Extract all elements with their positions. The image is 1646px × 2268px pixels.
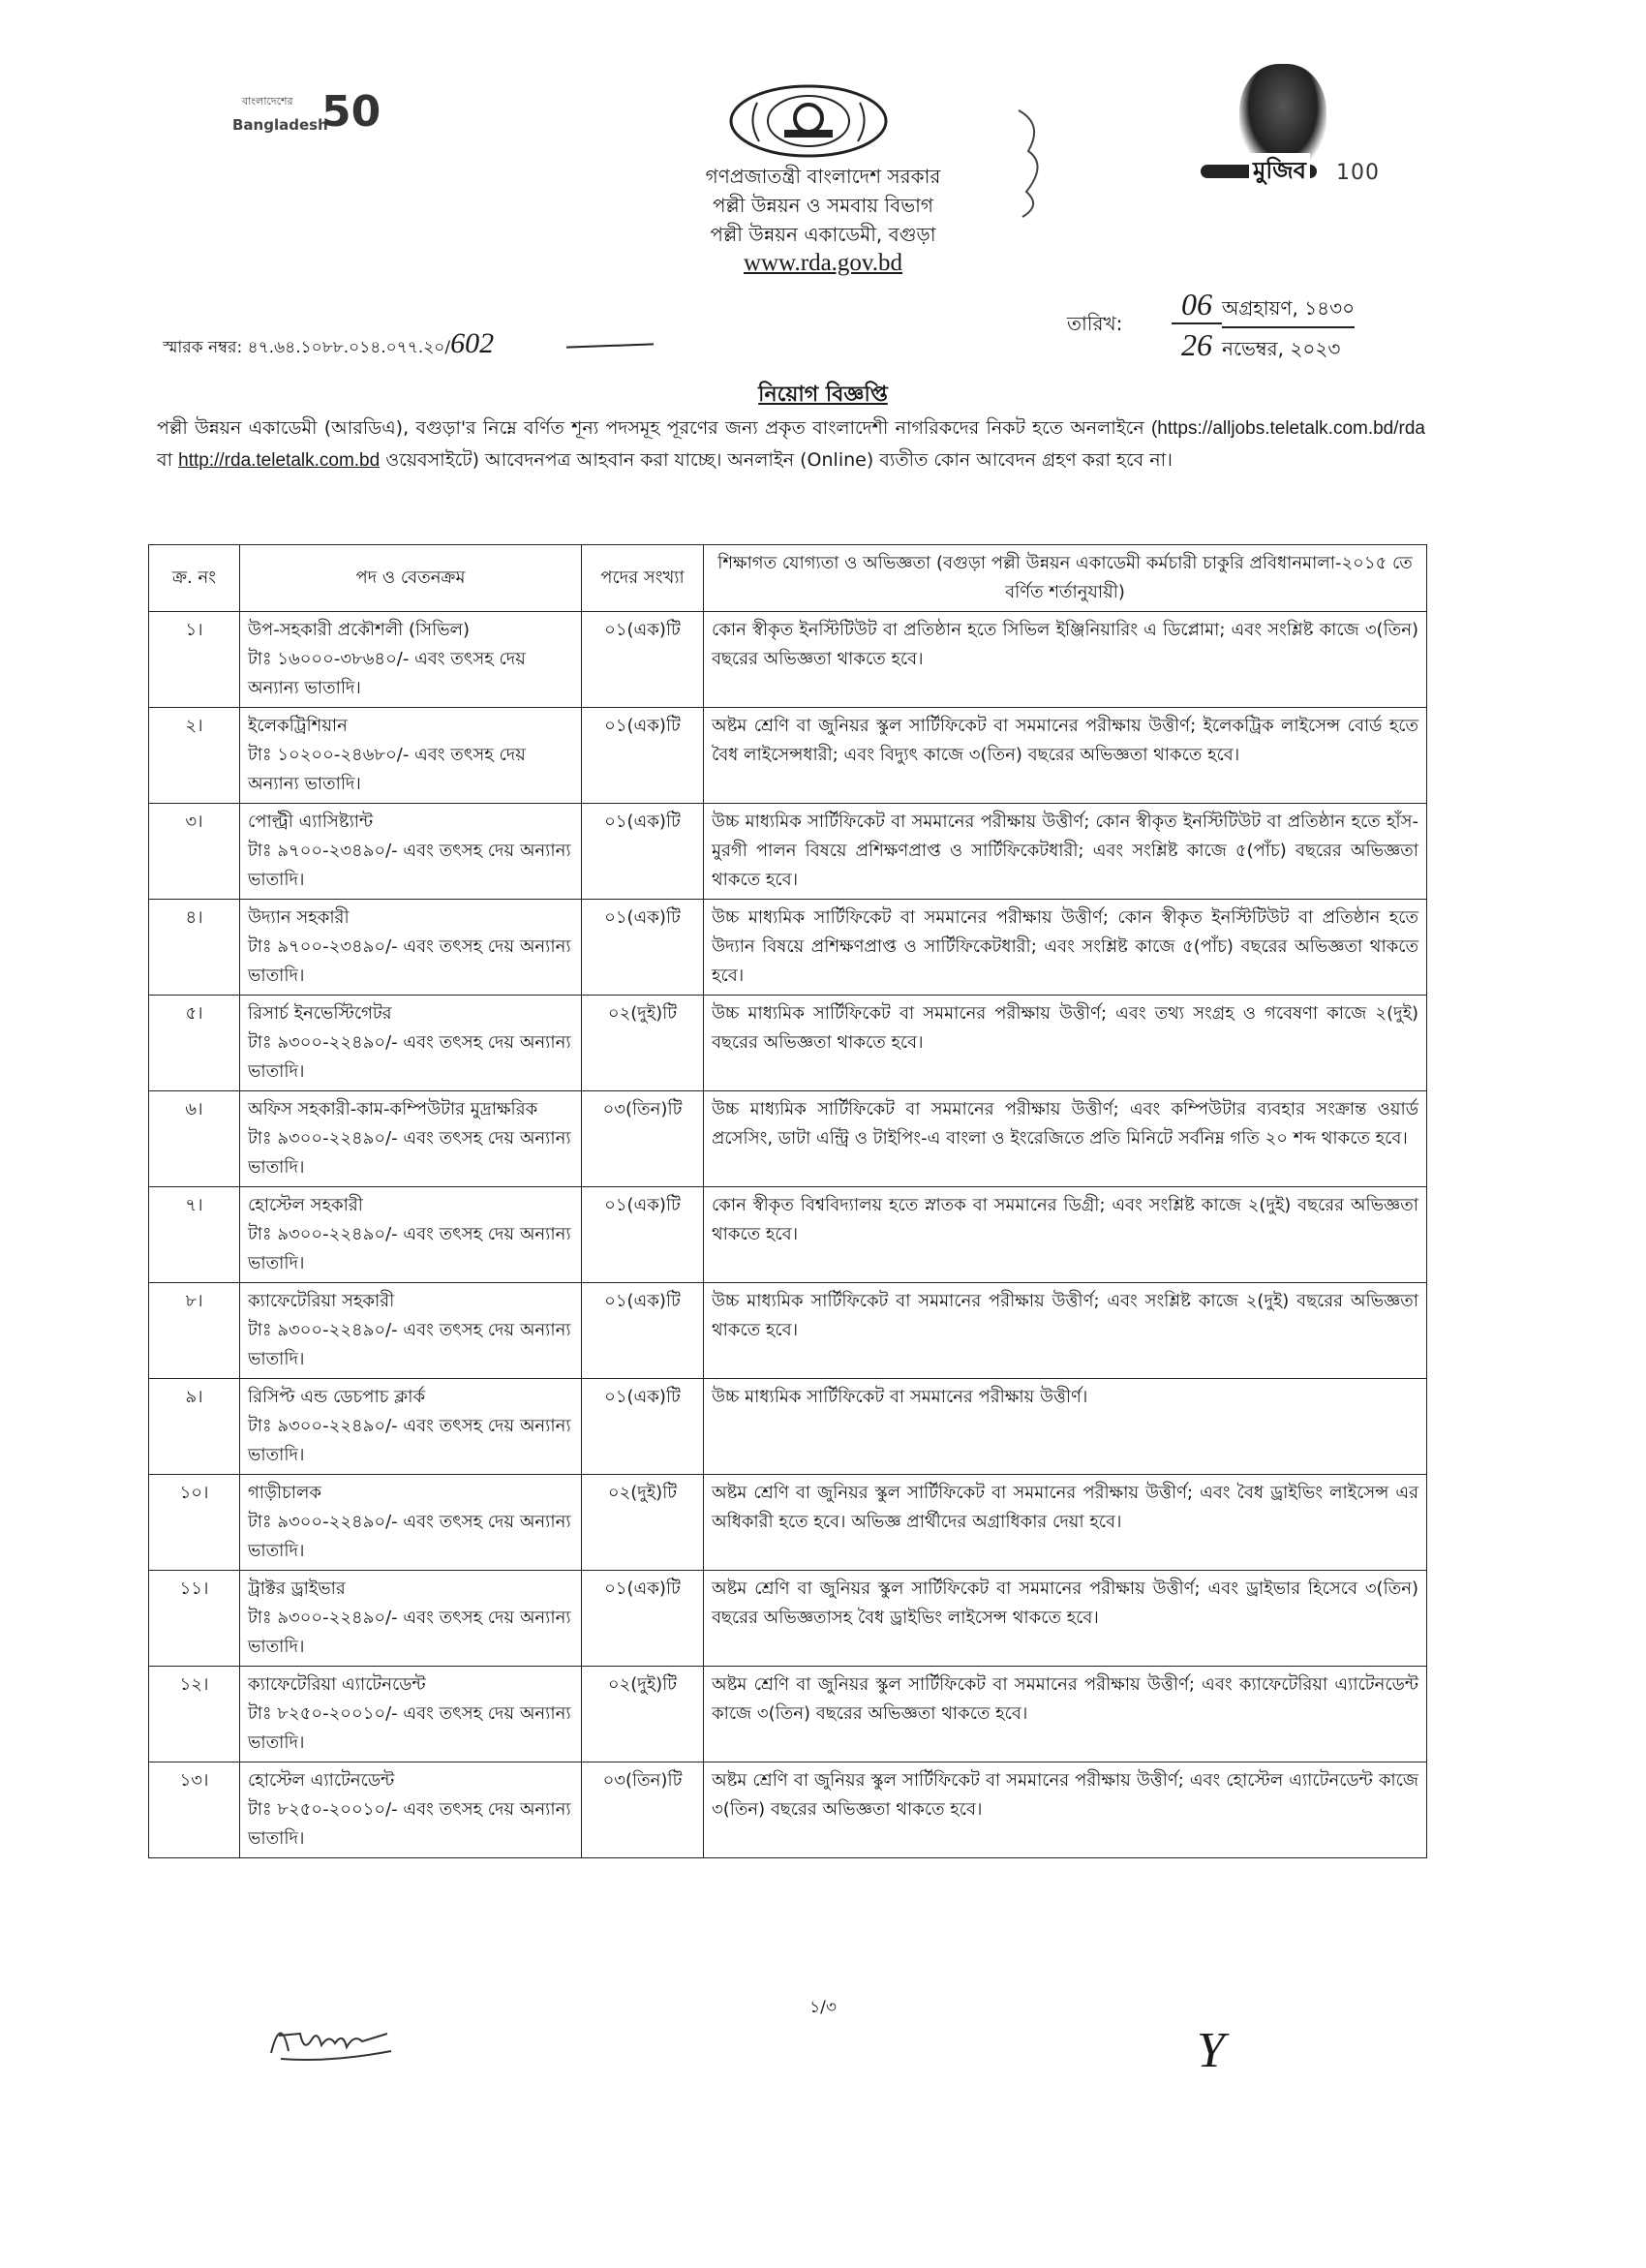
pay-scale: টাঃ ৯৩০০-২২৪৯০/- এবং তৎসহ দেয় অন্যান্য ভাতাদি। bbox=[248, 1224, 571, 1273]
date-label: তারিখ: bbox=[1067, 312, 1123, 335]
cell-count: ০১(এক)টি bbox=[582, 804, 704, 900]
col-header-post: পদ ও বেতনক্রম bbox=[240, 545, 582, 612]
date-day-handwritten: 06 bbox=[1172, 287, 1222, 324]
cell-sl: ৩। bbox=[149, 804, 240, 900]
pay-scale: টাঃ ৯৩০০-২২৪৯০/- এবং তৎসহ দেয় অন্যান্য ভাতাদি। bbox=[248, 1032, 571, 1082]
post-title: অফিস সহকারী-কাম-কম্পিউটার মুদ্রাক্ষরিক bbox=[248, 1099, 538, 1119]
cell-post bbox=[240, 1571, 582, 1667]
table-row bbox=[149, 708, 1427, 804]
table-row bbox=[149, 1475, 1427, 1571]
cell-qualification: উচ্চ মাধ্যমিক সার্টিফিকেট বা সমমানের পরীক্ষায় উত্তীর্ণ; এবং সংশ্লিষ্ট কাজে ২(দুই) বছরের অভিজ্ঞতা থাকতে হবে। bbox=[704, 1283, 1427, 1379]
logo-number: 100 bbox=[1336, 161, 1380, 185]
table-row bbox=[149, 1283, 1427, 1379]
post-title: ট্রাক্টর ড্রাইভার bbox=[248, 1578, 346, 1599]
post-title: গাড়ীচালক bbox=[248, 1483, 321, 1503]
table-row bbox=[149, 900, 1427, 996]
table-row bbox=[149, 1667, 1427, 1762]
table-row bbox=[149, 996, 1427, 1091]
table-row bbox=[149, 1379, 1427, 1475]
cell-post bbox=[240, 708, 582, 804]
cell-count: ০১(এক)টি bbox=[582, 1379, 704, 1475]
header-govt: গণপ্রজাতন্ত্রী বাংলাদেশ সরকার bbox=[705, 165, 941, 188]
cell-qualification: উচ্চ মাধ্যমিক সার্টিফিকেট বা সমমানের পরীক্ষায় উত্তীর্ণ; এবং তথ্য সংগ্রহ ও গবেষণা কাজে ২(দুই) বছরের অভিজ্ঞতা থাকতে হবে। bbox=[704, 996, 1427, 1091]
table-row bbox=[149, 1091, 1427, 1187]
bangladesh-50-logo bbox=[232, 87, 381, 165]
date-month-bangla: অগ্রহায়ণ, ১৪৩০ bbox=[1222, 294, 1355, 328]
rda-seal-logo bbox=[728, 83, 893, 163]
table-row bbox=[149, 1571, 1427, 1667]
cell-sl: ১০। bbox=[149, 1475, 240, 1571]
cell-count: ০১(এক)টি bbox=[582, 1187, 704, 1283]
cell-sl: ১৩। bbox=[149, 1762, 240, 1858]
page-number: ১/৩ bbox=[809, 1998, 837, 2017]
pay-scale: টাঃ ৯৩০০-২২৪৯০/- এবং তৎসহ দেয় অন্যান্য ভাতাদি। bbox=[248, 1608, 571, 1657]
cell-sl: ১১। bbox=[149, 1571, 240, 1667]
cell-qualification: উচ্চ মাধ্যমিক সার্টিফিকেট বা সমমানের পরীক্ষায় উত্তীর্ণ; এবং কম্পিউটার ব্যবহার সংক্রান্ত ওয়ার্ড প্রসেসিং, ডাটা এন্ট্রি ও টাইপিং-এ বাংলা ও ইংরেজিতে প্রতি মিনিটে সর্বনিম্ন গতি ২০ শব্দ থাকতে হবে। bbox=[704, 1091, 1427, 1187]
cell-count: ০৩(তিন)টি bbox=[582, 1091, 704, 1187]
cell-count: ০১(এক)টি bbox=[582, 1283, 704, 1379]
date-month-gregorian: নভেম্বর, ২০২৩ bbox=[1222, 337, 1341, 360]
pay-scale: টাঃ ৯৭০০-২৩৪৯০/- এবং তৎসহ দেয় অন্যান্য ভাতাদি। bbox=[248, 936, 571, 986]
cell-sl: ৪। bbox=[149, 900, 240, 996]
cell-count: ০১(এক)টি bbox=[582, 900, 704, 996]
cell-sl: ৮। bbox=[149, 1283, 240, 1379]
date-bangla bbox=[1172, 287, 1355, 328]
post-title: হোস্টেল এ্যাটেনডেন্ট bbox=[248, 1770, 395, 1791]
pay-scale: টাঃ ৯৩০০-২২৪৯০/- এবং তৎসহ দেয় অন্যান্য ভাতাদি। bbox=[248, 1320, 571, 1369]
cell-qualification: অষ্টম শ্রেণি বা জুনিয়র স্কুল সার্টিফিকেট বা সমমানের পরীক্ষায় উত্তীর্ণ; ইলেকট্রিক লাইসেন্স বোর্ড হতে বৈধ লাইসেন্সধারী; এবং বিদ্যুৎ কাজে ৩(তিন) বছরের অভিজ্ঞতা থাকতে হবে। bbox=[704, 708, 1427, 804]
post-title: উপ-সহকারী প্রকৌশলী (সিভিল) bbox=[248, 620, 471, 640]
table-row bbox=[149, 804, 1427, 900]
cell-sl: ৭। bbox=[149, 1187, 240, 1283]
pay-scale: টাঃ ৮২৫০-২০০১০/- এবং তৎসহ দেয় অন্যান্য ভাতাদি। bbox=[248, 1703, 571, 1753]
date-gregorian bbox=[1172, 327, 1340, 367]
cell-post bbox=[240, 1283, 582, 1379]
post-title: উদ্যান সহকারী bbox=[248, 907, 350, 928]
cell-qualification: অষ্টম শ্রেণি বা জুনিয়র স্কুল সার্টিফিকেট বা সমমানের পরীক্ষায় উত্তীর্ণ; এবং ক্যাফেটেরিয়া এ্যাটেনডেন্ট কাজে ৩(তিন) বছরের অভিজ্ঞতা থাকতে হবে। bbox=[704, 1667, 1427, 1762]
pay-scale: টাঃ ৮২৫০-২০০১০/- এবং তৎসহ দেয় অন্যান্য ভাতাদি। bbox=[248, 1799, 571, 1849]
intro-paragraph: পল্লী উন্নয়ন একাডেমী (আরডিএ), বগুড়া'র নিম্নে বর্ণিত শূন্য পদসমূহ পূরণের জন্য প্রকৃত বাংলাদেশী নাগরিকদের নিকট হতে অনলাইনে (https://alljobs.teletalk.com.bd/rda বা http://rda.teletalk.com.bd ওয়েবসাইটে) আবেদনপত্র আহবান করা যাচ্ছে। অনলাইন (Online) ব্যতীত কোন আবেদন গ্রহণ করা হবে না। bbox=[157, 417, 1425, 471]
table-row bbox=[149, 1187, 1427, 1283]
apply-link-alljobs[interactable]: (https://alljobs.teletalk.com.bd/rda bbox=[1150, 418, 1425, 439]
cell-sl: ৬। bbox=[149, 1091, 240, 1187]
cell-count: ০২(দুই)টি bbox=[582, 996, 704, 1091]
logo-text: মুজিব bbox=[1249, 153, 1310, 192]
cell-post bbox=[240, 1762, 582, 1858]
cell-qualification: কোন স্বীকৃত বিশ্ববিদ্যালয় হতে স্নাতক বা সমমানের ডিগ্রী; এবং সংশ্লিষ্ট কাজে ২(দুই) বছরের অভিজ্ঞতা থাকতে হবে। bbox=[704, 1187, 1427, 1283]
cell-sl: ৯। bbox=[149, 1379, 240, 1475]
header-academy: পল্লী উন্নয়ন একাডেমী, বগুড়া bbox=[710, 223, 936, 246]
cell-qualification: অষ্টম শ্রেণি বা জুনিয়র স্কুল সার্টিফিকেট বা সমমানের পরীক্ষায় উত্তীর্ণ; এবং ড্রাইভার হিসেবে ৩(তিন) বছরের অভিজ্ঞতাসহ বৈধ ড্রাইভিং লাইসেন্স থাকতে হবে। bbox=[704, 1571, 1427, 1667]
post-title: হোস্টেল সহকারী bbox=[248, 1195, 363, 1215]
vacancy-table bbox=[148, 544, 1427, 1858]
table-row bbox=[149, 612, 1427, 708]
cell-post bbox=[240, 1667, 582, 1762]
cell-count: ০১(এক)টি bbox=[582, 708, 704, 804]
pay-scale: টাঃ ৯৭০০-২৩৪৯০/- এবং তৎসহ দেয় অন্যান্য ভাতাদি। bbox=[248, 841, 571, 890]
memo-handwritten-number: 602 bbox=[450, 327, 495, 359]
post-title: রিসিপ্ট এন্ড ডেচপাচ ক্লার্ক bbox=[248, 1387, 426, 1407]
margin-pen-mark: Y bbox=[1197, 2023, 1225, 2078]
cell-post bbox=[240, 1187, 582, 1283]
date-day-handwritten: 26 bbox=[1181, 327, 1212, 362]
memo-label: স্মারক নম্বর: ৪৭.৬৪.১০৮৮.০১৪.০৭৭.২০/ bbox=[163, 338, 451, 357]
pay-scale: টাঃ ৯৩০০-২২৪৯০/- এবং তৎসহ দেয় অন্যান্য ভাতাদি। bbox=[248, 1512, 571, 1561]
cell-qualification: উচ্চ মাধ্যমিক সার্টিফিকেট বা সমমানের পরীক্ষায় উত্তীর্ণ। bbox=[704, 1379, 1427, 1475]
table-header-row bbox=[149, 545, 1427, 612]
cell-qualification: কোন স্বীকৃত ইনস্টিটিউট বা প্রতিষ্ঠান হতে সিভিল ইঞ্জিনিয়ারিং এ ডিপ্লোমা; এবং সংশ্লিষ্ট কাজে ৩(তিন) বছরের অভিজ্ঞতা থাকতে হবে। bbox=[704, 612, 1427, 708]
pay-scale: টাঃ ৯৩০০-২২৪৯০/- এবং তৎসহ দেয় অন্যান্য ভাতাদি। bbox=[248, 1416, 571, 1465]
memo-number bbox=[163, 327, 494, 362]
cell-qualification: অষ্টম শ্রেণি বা জুনিয়র স্কুল সার্টিফিকেট বা সমমানের পরীক্ষায় উত্তীর্ণ; এবং বৈধ ড্রাইভিং লাইসেন্স এর অধিকারী হতে হবে। অভিজ্ঞ প্রার্থীদের অগ্রাধিকার দেয়া হবে। bbox=[704, 1475, 1427, 1571]
post-title: ইলেকট্রিশিয়ান bbox=[248, 716, 348, 736]
col-header-count: পদের সংখ্যা bbox=[582, 545, 704, 612]
logo-text: Bangladesh bbox=[232, 116, 328, 134]
logo-text: বাংলাদেশের bbox=[242, 95, 293, 107]
col-header-sl: ক্র. নং bbox=[149, 545, 240, 612]
post-title: রিসার্চ ইনভেস্টিগেটর bbox=[248, 1003, 392, 1024]
cell-post bbox=[240, 1091, 582, 1187]
col-header-qualification: শিক্ষাগত যোগ্যতা ও অভিজ্ঞতা (বগুড়া পল্লী উন্নয়ন একাডেমী কর্মচারী চাকুরি প্রবিধানমালা-২০১৫ তে বর্ণিত শর্তানুযায়ী) bbox=[704, 545, 1427, 612]
logo-number: 50 bbox=[321, 87, 381, 137]
post-title: পোল্ট্রী এ্যাসিষ্ট্যান্ট bbox=[248, 812, 374, 832]
cell-qualification: উচ্চ মাধ্যমিক সার্টিফিকেট বা সমমানের পরীক্ষায় উত্তীর্ণ; কোন স্বীকৃত ইনস্টিটিউট বা প্রতিষ্ঠান হতে হাঁস-মুরগী পালন বিষয়ে প্রশিক্ষণপ্রাপ্ত ও সার্টিফিকেটধারী; এবং সংশ্লিষ্ট কাজে ৫(পাঁচ) বছরের অভিজ্ঞতা থাকতে হবে। bbox=[704, 804, 1427, 900]
cell-qualification: অষ্টম শ্রেণি বা জুনিয়র স্কুল সার্টিফিকেট বা সমমানের পরীক্ষায় উত্তীর্ণ; এবং হোস্টেল এ্যাটেনডেন্ট কাজে ৩(তিন) বছরের অভিজ্ঞতা থাকতে হবে। bbox=[704, 1762, 1427, 1858]
cell-count: ০১(এক)টি bbox=[582, 1571, 704, 1667]
cell-post bbox=[240, 804, 582, 900]
post-title: ক্যাফেটেরিয়া সহকারী bbox=[248, 1291, 395, 1311]
pay-scale: টাঃ ১৬০০০-৩৮৬৪০/- এবং তৎসহ দেয় অন্যান্য ভাতাদি। bbox=[248, 649, 526, 698]
header-website-link[interactable]: www.rda.gov.bd bbox=[743, 250, 903, 276]
cell-count: ০২(দুই)টি bbox=[582, 1667, 704, 1762]
cell-sl: ৫। bbox=[149, 996, 240, 1091]
apply-link-teletalk[interactable]: http://rda.teletalk.com.bd bbox=[178, 450, 381, 471]
cell-count: ০৩(তিন)টি bbox=[582, 1762, 704, 1858]
cell-sl: ১। bbox=[149, 612, 240, 708]
cell-qualification: উচ্চ মাধ্যমিক সার্টিফিকেট বা সমমানের পরীক্ষায় উত্তীর্ণ; কোন স্বীকৃত ইনস্টিটিউট বা প্রতিষ্ঠান হতে উদ্যান বিষয়ে প্রশিক্ষণপ্রাপ্ত ও সার্টিফিকেটধারী; এবং সংশ্লিষ্ট কাজে ৫(পাঁচ) বছরের অভিজ্ঞতা থাকতে হবে। bbox=[704, 900, 1427, 996]
cell-sl: ২। bbox=[149, 708, 240, 804]
header-division: পল্লী উন্নয়ন ও সমবায় বিভাগ bbox=[712, 194, 934, 217]
cell-post bbox=[240, 996, 582, 1091]
pay-scale: টাঃ ৯৩০০-২২৪৯০/- এবং তৎসহ দেয় অন্যান্য ভাতাদি। bbox=[248, 1128, 571, 1178]
cell-post bbox=[240, 1475, 582, 1571]
cell-count: ০১(এক)টি bbox=[582, 612, 704, 708]
pay-scale: টাঃ ১০২০০-২৪৬৮০/- এবং তৎসহ দেয় অন্যান্য ভাতাদি। bbox=[248, 745, 526, 794]
cell-post bbox=[240, 1379, 582, 1475]
cell-post bbox=[240, 612, 582, 708]
post-title: ক্যাফেটেরিয়া এ্যাটেনডেন্ট bbox=[248, 1674, 426, 1695]
page-title: নিয়োগ বিজ্ঞপ্তি bbox=[758, 383, 888, 407]
cell-count: ০২(দুই)টি bbox=[582, 1475, 704, 1571]
handwritten-signature bbox=[261, 2005, 397, 2072]
table-row bbox=[149, 1762, 1427, 1858]
cell-post bbox=[240, 900, 582, 996]
cell-sl: ১২। bbox=[149, 1667, 240, 1762]
